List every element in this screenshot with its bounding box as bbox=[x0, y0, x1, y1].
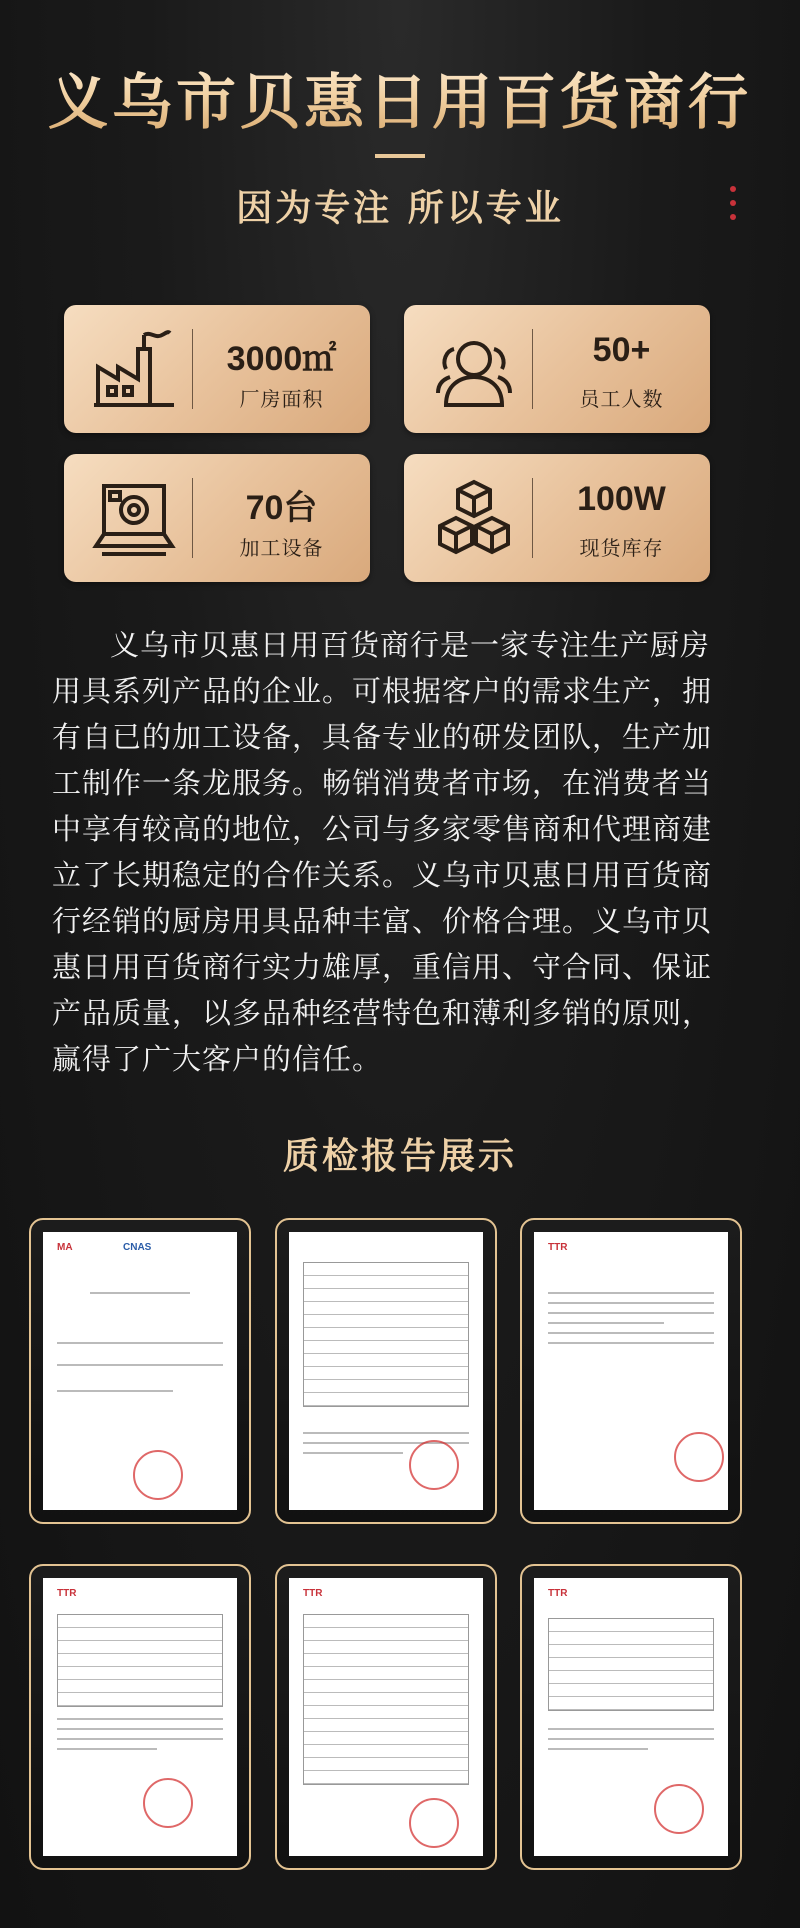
red-stamp bbox=[143, 1778, 193, 1828]
stat-card-stock bbox=[404, 454, 710, 582]
report-image-1[interactable] bbox=[29, 1218, 251, 1524]
stat-value: 100W bbox=[577, 480, 666, 518]
machine-icon bbox=[92, 476, 176, 560]
stat-value: 70台 bbox=[245, 489, 318, 527]
report-table bbox=[548, 1618, 714, 1711]
stat-card-factory-area bbox=[64, 305, 370, 433]
reports-title: 质检报告展示 bbox=[282, 1135, 517, 1177]
stat-card-staff bbox=[404, 305, 710, 433]
more-dots-icon bbox=[730, 186, 738, 228]
page-title: 义乌市贝惠日用百货商行 bbox=[0, 55, 800, 141]
company-intro bbox=[52, 622, 724, 1082]
report-image-5[interactable] bbox=[275, 1564, 497, 1870]
report-table bbox=[303, 1614, 469, 1785]
red-stamp bbox=[409, 1440, 459, 1490]
ttr-logo: TTR bbox=[303, 1588, 323, 1599]
cma-logo: MA bbox=[57, 1242, 73, 1253]
red-stamp bbox=[409, 1798, 459, 1848]
report-table bbox=[57, 1614, 223, 1707]
red-stamp bbox=[654, 1784, 704, 1834]
boxes-icon bbox=[432, 476, 516, 560]
report-text-lines bbox=[548, 1728, 714, 1758]
ttr-logo: TTR bbox=[548, 1242, 568, 1253]
report-document bbox=[43, 1578, 237, 1856]
title-divider bbox=[375, 154, 425, 158]
factory-icon bbox=[92, 327, 176, 411]
intro-text: 义乌市贝惠日用百货商行是一家专注生产厨房用具系列产品的企业。可根据客户的需求生产，拥有自已的加工设备，具备专业的研发团队，生产加工制作一条龙服务。畅销消费者市场，在消费者当中享有较高的地位，公司与多家零售商和代理商建立了长期稳定的合作关系。义乌市贝惠日用百货商行经销的厨房用具品种丰富、价格合理。义乌市贝惠日用百货商行实力雄厚，重信用、守合同、保证产品质量，以多品种经营特色和薄利多销的原则，赢得了广大客户的信任。 bbox=[52, 628, 713, 1076]
report-document bbox=[534, 1232, 728, 1510]
report-document bbox=[43, 1232, 237, 1510]
stat-value: 3000㎡ bbox=[226, 340, 337, 378]
stat-label: 员工人数 bbox=[579, 387, 664, 411]
report-image-4[interactable] bbox=[29, 1564, 251, 1870]
report-image-6[interactable] bbox=[520, 1564, 742, 1870]
stat-label: 现货库存 bbox=[579, 536, 664, 560]
report-text-lines bbox=[548, 1292, 714, 1352]
slogan: 因为专注 所以专业 bbox=[236, 187, 564, 229]
stat-label: 厂房面积 bbox=[239, 387, 324, 411]
report-document bbox=[289, 1578, 483, 1856]
report-text-lines bbox=[57, 1342, 223, 1400]
report-text-lines bbox=[57, 1718, 223, 1758]
report-image-2[interactable] bbox=[275, 1218, 497, 1524]
stat-value: 50+ bbox=[592, 331, 651, 369]
people-icon bbox=[432, 327, 516, 411]
report-table bbox=[303, 1262, 469, 1407]
report-text-lines bbox=[57, 1292, 223, 1302]
report-document bbox=[534, 1578, 728, 1856]
stat-card-equipment bbox=[64, 454, 370, 582]
stat-label: 加工设备 bbox=[239, 536, 324, 560]
report-document bbox=[289, 1232, 483, 1510]
report-image-3[interactable] bbox=[520, 1218, 742, 1524]
red-stamp bbox=[133, 1450, 183, 1500]
red-stamp bbox=[674, 1432, 724, 1482]
ttr-logo: TTR bbox=[57, 1588, 77, 1599]
cnas-logo: CNAS bbox=[123, 1242, 152, 1253]
ttr-logo: TTR bbox=[548, 1588, 568, 1599]
